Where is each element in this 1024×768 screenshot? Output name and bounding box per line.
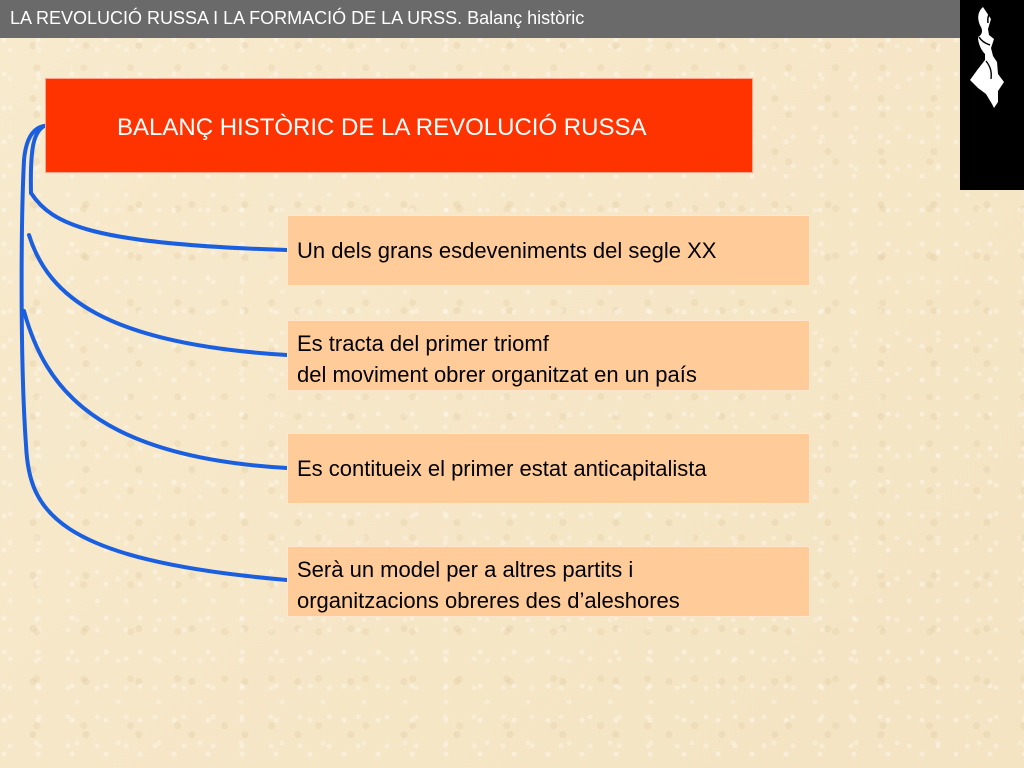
connector-top-curl [31, 126, 44, 193]
point-2-line-1: Es tracta del primer triomf [297, 331, 549, 356]
page-title: LA REVOLUCIÓ RUSSA I LA FORMACIÓ DE LA URSS. Balanç històric [10, 8, 585, 28]
point-box-1 [287, 215, 810, 286]
main-heading-box [45, 78, 753, 173]
point-3-line-1: Es contitueix el primer estat anticapitalista [297, 456, 707, 481]
point-box-2 [287, 320, 810, 391]
point-2-line-2: del moviment obrer organitzat en un país [297, 362, 697, 387]
main-heading: BALANÇ HISTÒRIC DE LA REVOLUCIÓ RUSSA [117, 114, 647, 141]
connector-to-point-2 [29, 235, 287, 355]
point-1-line-1: Un dels grans esdeveniments del segle XX [297, 238, 717, 263]
point-4-line-1: Serà un model per a altres partits i [297, 557, 634, 582]
point-box-3 [287, 433, 810, 504]
connector-to-point-1 [31, 193, 287, 250]
point-box-4 [287, 546, 810, 617]
point-4-line-2: organitzacions obreres des d’aleshores [297, 588, 680, 613]
